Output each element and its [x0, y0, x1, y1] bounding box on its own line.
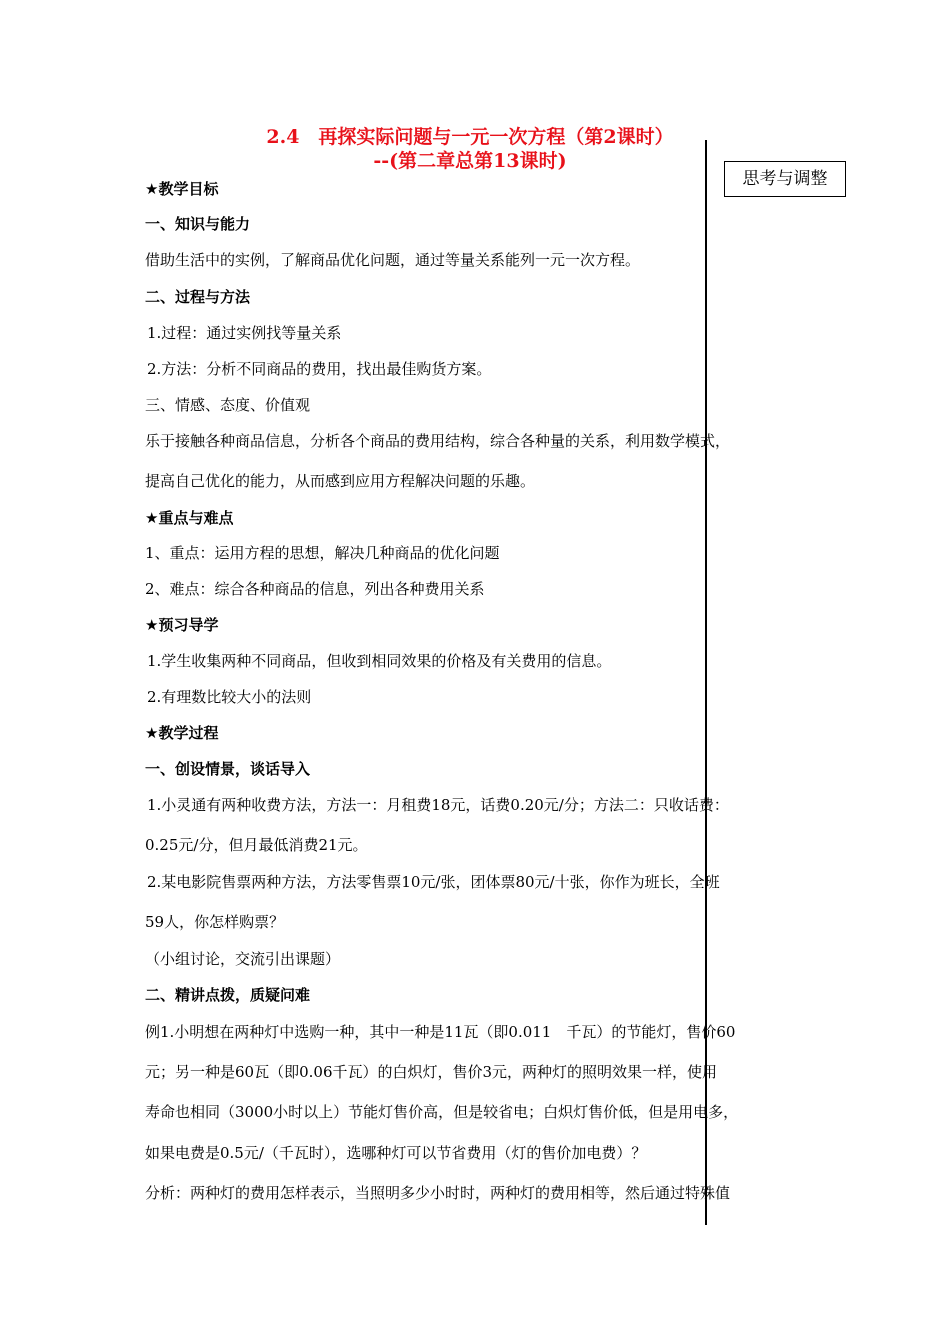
- section-heading-preview: ★预习导学: [145, 616, 219, 634]
- list-item: 1、重点：运用方程的思想，解决几种商品的优化问题: [145, 544, 500, 562]
- subheading-attitude: 三、情感、态度、价值观: [145, 396, 311, 414]
- paragraph: （小组讨论，交流引出课题）: [145, 950, 341, 968]
- paragraph: 59人，你怎样购票？: [145, 913, 285, 931]
- paragraph: 2.某电影院售票两种方法，方法零售票10元/张，团体票80元/十张，你作为班长，全班: [147, 873, 720, 891]
- paragraph: 1.小灵通有两种收费方法，方法一：月租费18元，话费0.20元/分；方法二：只收话费：: [147, 796, 729, 814]
- paragraph: 乐于接触各种商品信息，分析各个商品的费用结构，综合各种量的关系，利用数学模式，: [145, 432, 731, 450]
- section-heading-key-points: ★重点与难点: [145, 509, 234, 527]
- document-subtitle: --(第二章总第13课时): [373, 150, 567, 172]
- paragraph: 如果电费是0.5元/（千瓦时），选哪种灯可以节省费用（灯的售价加电费）？: [145, 1144, 647, 1162]
- subheading-intro: 一、创设情景，谈话导入: [145, 760, 311, 778]
- paragraph: 元；另一种是60瓦（即0.06千瓦）的白炽灯，售价3元，两种灯的照明效果一样，使用: [145, 1063, 718, 1081]
- notes-column-box: 思考与调整: [724, 161, 846, 197]
- paragraph: 0.25元/分，但月最低消费21元。: [145, 836, 368, 854]
- document-title: 2.4 再探实际问题与一元一次方程（第2课时）: [266, 126, 674, 148]
- list-item: 1.学生收集两种不同商品，但收到相同效果的价格及有关费用的信息。: [147, 652, 612, 670]
- section-heading-teaching-process: ★教学过程: [145, 724, 219, 742]
- paragraph: 借助生活中的实例，了解商品优化问题，通过等量关系能列一元一次方程。: [145, 251, 641, 269]
- list-item: 1.过程：通过实例找等量关系: [147, 324, 342, 342]
- list-item: 2.有理数比较大小的法则: [147, 688, 312, 706]
- subheading-process: 二、过程与方法: [145, 288, 251, 306]
- subheading-knowledge: 一、知识与能力: [145, 215, 251, 233]
- paragraph: 提高自己优化的能力，从而感到应用方程解决问题的乐趣。: [145, 472, 536, 490]
- section-heading-objectives: ★教学目标: [145, 180, 219, 198]
- paragraph: 例1.小明想在两种灯中选购一种，其中一种是11瓦（即0.011 千瓦）的节能灯，售价60: [145, 1023, 736, 1041]
- list-item: 2.方法：分析不同商品的费用，找出最佳购货方案。: [147, 360, 492, 378]
- paragraph: 寿命也相同（3000小时以上）节能灯售价高，但是较省电；白炽灯售价低，但是用电多，: [145, 1103, 739, 1121]
- list-item: 2、难点：综合各种商品的信息，列出各种费用关系: [145, 580, 485, 598]
- paragraph: 分析：两种灯的费用怎样表示，当照明多少小时时，两种灯的费用相等，然后通过特殊值: [145, 1184, 731, 1202]
- subheading-explanation: 二、精讲点拨，质疑问难: [145, 986, 311, 1004]
